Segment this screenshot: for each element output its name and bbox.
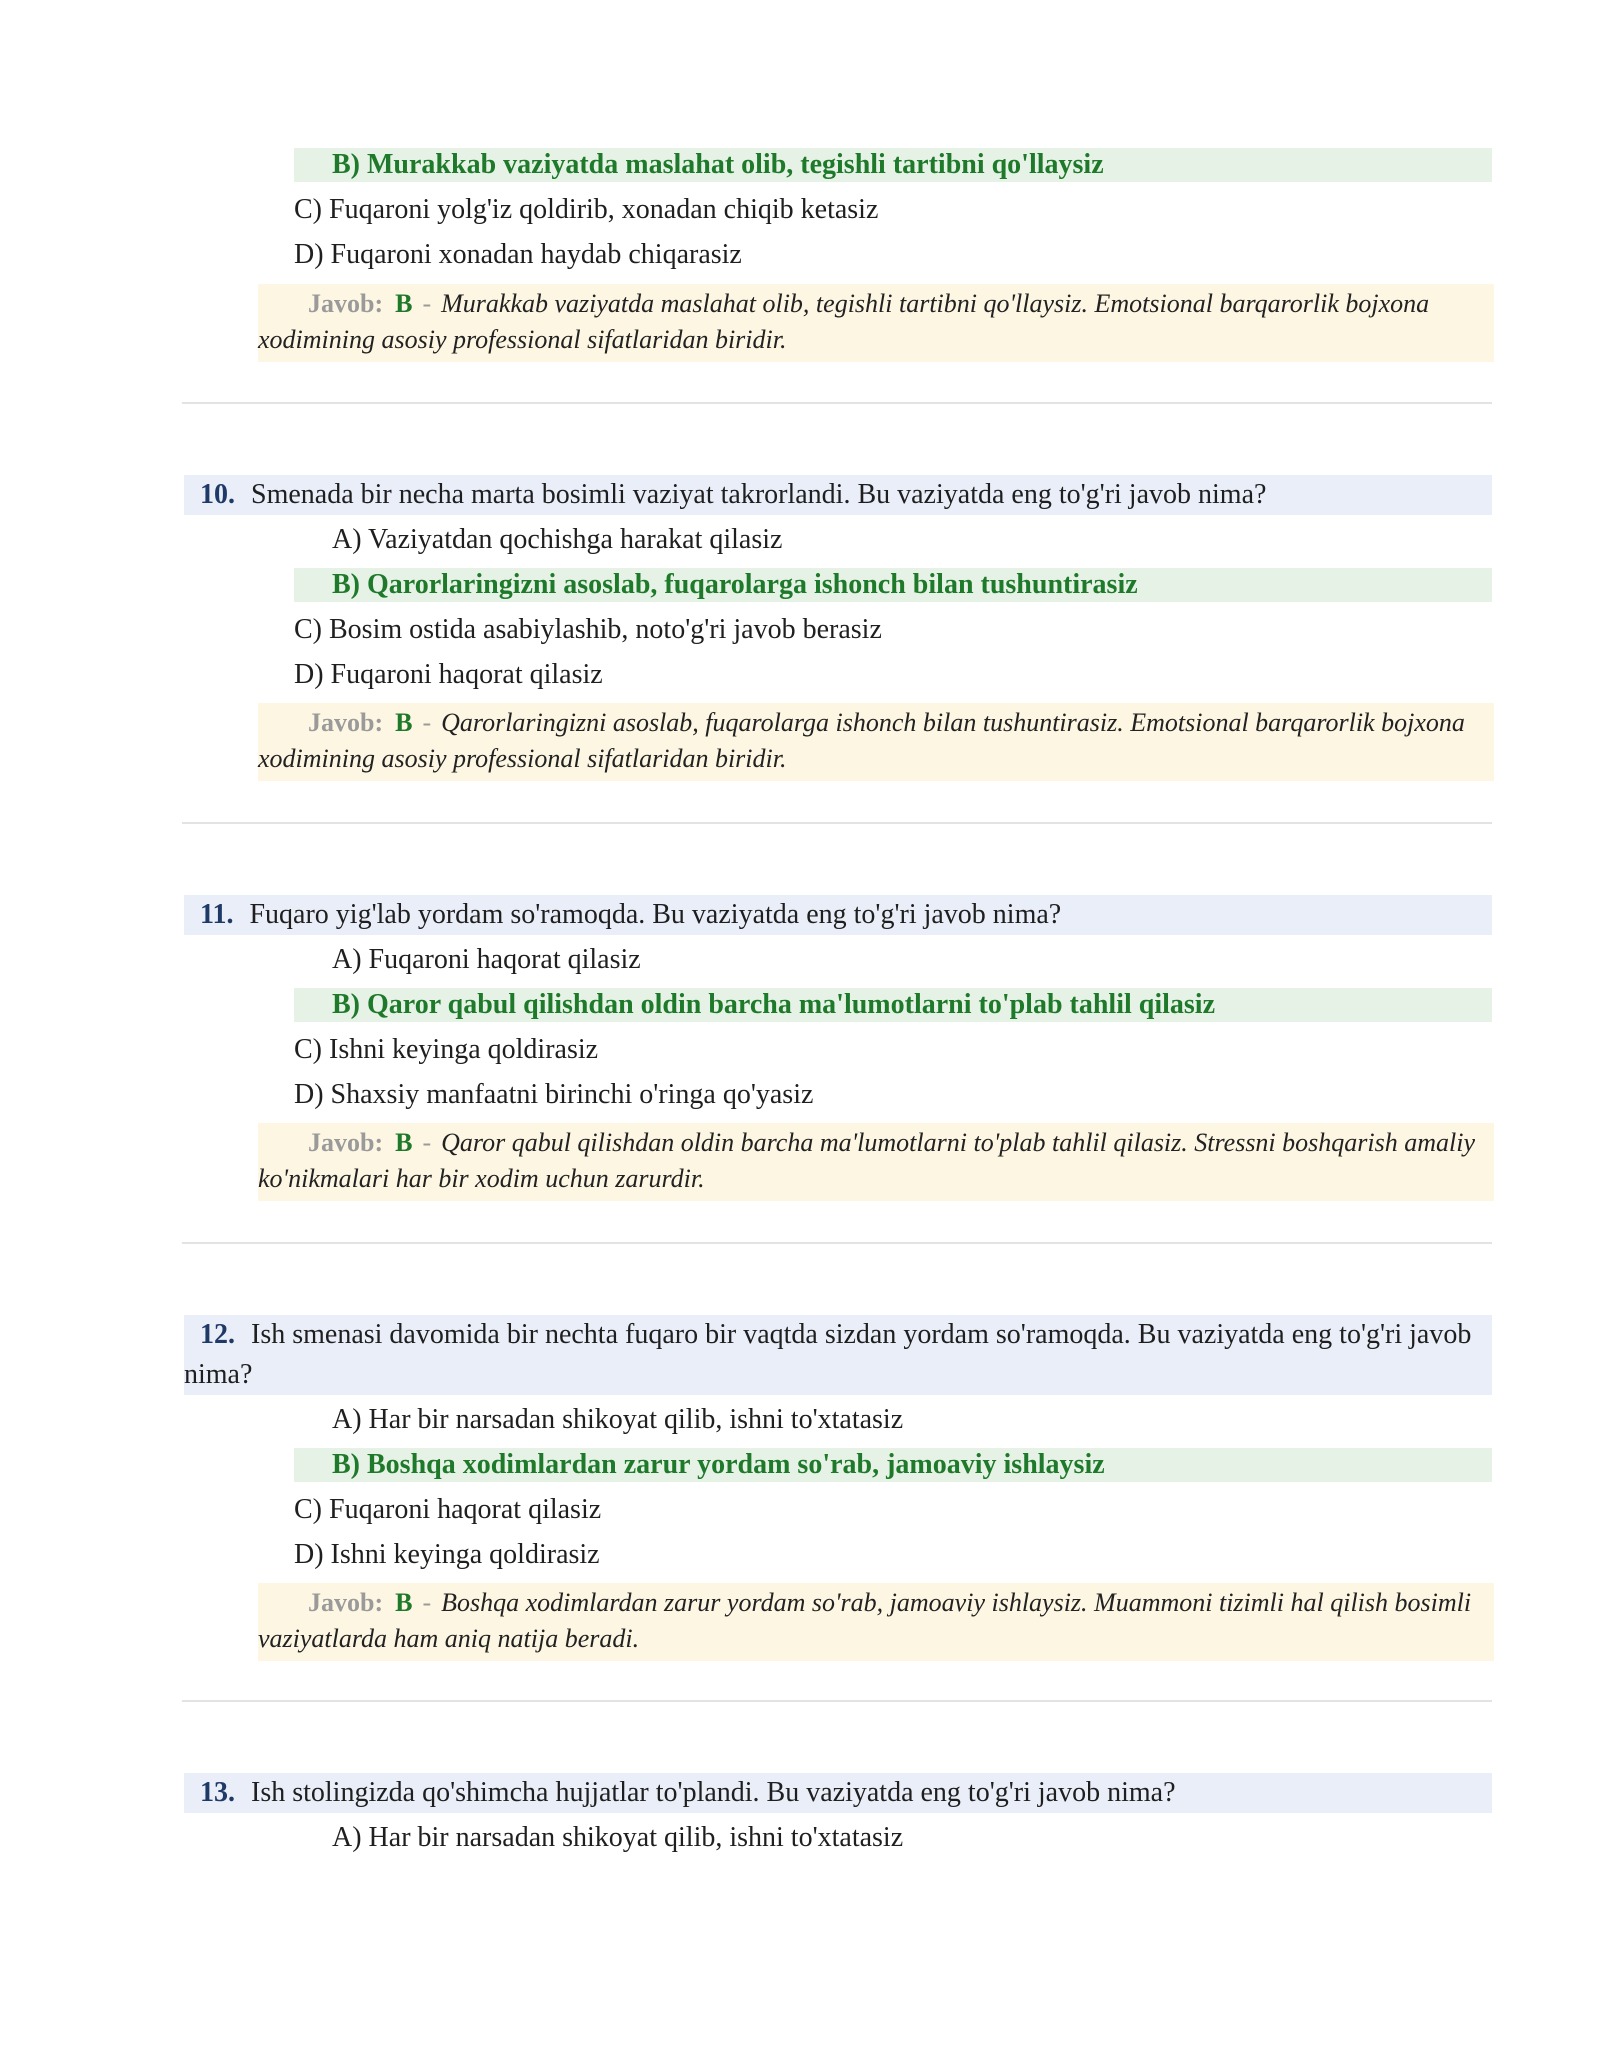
q10-header [184, 475, 1492, 515]
q12-option-b-correct: B) Boshqa xodimlardan zarur yordam so'rab, jamoaviy ishlaysiz [294, 1448, 1492, 1482]
q9-answer-box [258, 284, 1494, 362]
answer-letter: B [395, 1128, 413, 1157]
q9-option-d: D) Fuqaroni xonadan haydab chiqarasiz [294, 239, 742, 270]
q11-option-d: D) Shaxsiy manfaatni birinchi o'ringa qo'yasiz [294, 1079, 814, 1110]
q11-header [184, 895, 1492, 935]
q10-option-d: D) Fuqaroni haqorat qilasiz [294, 659, 603, 690]
answer-letter: B [395, 708, 413, 737]
q10-option-a: A) Vaziyatdan qochishga harakat qilasiz [332, 524, 783, 555]
question-divider [182, 822, 1492, 824]
q11-option-a: A) Fuqaroni haqorat qilasiz [332, 944, 641, 975]
q10-option-c: C) Bosim ostida asabiylashib, noto'g'ri javob berasiz [294, 614, 882, 645]
q12-option-c: C) Fuqaroni haqorat qilasiz [294, 1494, 602, 1525]
answer-dash: - [422, 289, 432, 318]
answer-dash: - [422, 1588, 432, 1617]
q10-answer-box [258, 703, 1494, 781]
answer-explanation: Qarorlaringizni asoslab, fuqarolarga ishonch bilan tushuntirasiz. Emotsional barqarorlik bojxona xodimining asosiy professional sifatlaridan biridir. [258, 708, 1465, 773]
answer-explanation: Qaror qabul qilishdan oldin barcha ma'lumotlarni to'plab tahlil qilasiz. Stressni boshqarish amaliy ko'nikmalari har bir xodim uchun zarurdir. [258, 1128, 1475, 1193]
q12-option-d: D) Ishni keyinga qoldirasiz [294, 1539, 600, 1570]
answer-label: Javob: [308, 1128, 384, 1157]
answer-label: Javob: [308, 1588, 384, 1617]
answer-label: Javob: [308, 289, 384, 318]
question-text: Fuqaro yig'lab yordam so'ramoqda. Bu vaziyatda eng to'g'ri javob nima? [249, 899, 1062, 930]
q10-option-b-correct: B) Qarorlaringizni asoslab, fuqarolarga ishonch bilan tushuntirasiz [294, 568, 1492, 602]
q12-answer-box [258, 1583, 1494, 1661]
question-text: Smenada bir necha marta bosimli vaziyat takrorlandi. Bu vaziyatda eng to'g'ri javob nima? [251, 479, 1267, 510]
question-text: Ish smenasi davomida bir nechta fuqaro bir vaqtda sizdan yordam so'ramoqda. Bu vaziyatda eng to'g'ri javob nima? [184, 1319, 1472, 1390]
q11-answer-box [258, 1123, 1494, 1201]
q13-header [184, 1773, 1492, 1813]
q9-option-c: C) Fuqaroni yolg'iz qoldirib, xonadan chiqib ketasiz [294, 194, 879, 225]
answer-label: Javob: [308, 708, 384, 737]
answer-letter: B [395, 289, 413, 318]
q11-option-c: C) Ishni keyinga qoldirasiz [294, 1034, 599, 1065]
question-text: Ish stolingizda qo'shimcha hujjatlar to'plandi. Bu vaziyatda eng to'g'ri javob nima? [251, 1777, 1176, 1808]
answer-letter: B [395, 1588, 413, 1617]
question-divider [182, 402, 1492, 404]
question-divider [182, 1700, 1492, 1702]
answer-dash: - [422, 1128, 432, 1157]
q11-option-b-correct: B) Qaror qabul qilishdan oldin barcha ma'lumotlarni to'plab tahlil qilasiz [294, 988, 1492, 1022]
question-number: 10. [200, 479, 235, 510]
answer-dash: - [422, 708, 432, 737]
q12-header [184, 1315, 1492, 1395]
question-divider [182, 1242, 1492, 1244]
q13-option-a: A) Har bir narsadan shikoyat qilib, ishni to'xtatasiz [332, 1822, 904, 1853]
answer-explanation: Boshqa xodimlardan zarur yordam so'rab, jamoaviy ishlaysiz. Muammoni tizimli hal qilish bosimli vaziyatlarda ham aniq natija beradi. [258, 1588, 1472, 1653]
question-number: 13. [200, 1777, 235, 1808]
q12-option-a: A) Har bir narsadan shikoyat qilib, ishni to'xtatasiz [332, 1404, 904, 1435]
answer-explanation: Murakkab vaziyatda maslahat olib, tegishli tartibni qo'llaysiz. Emotsional barqarorlik bojxona xodimining asosiy professional sifatlaridan biridir. [258, 289, 1430, 354]
q9-option-b-correct: B) Murakkab vaziyatda maslahat olib, tegishli tartibni qo'llaysiz [294, 148, 1492, 182]
question-number: 12. [200, 1319, 235, 1350]
question-number: 11. [200, 899, 234, 930]
